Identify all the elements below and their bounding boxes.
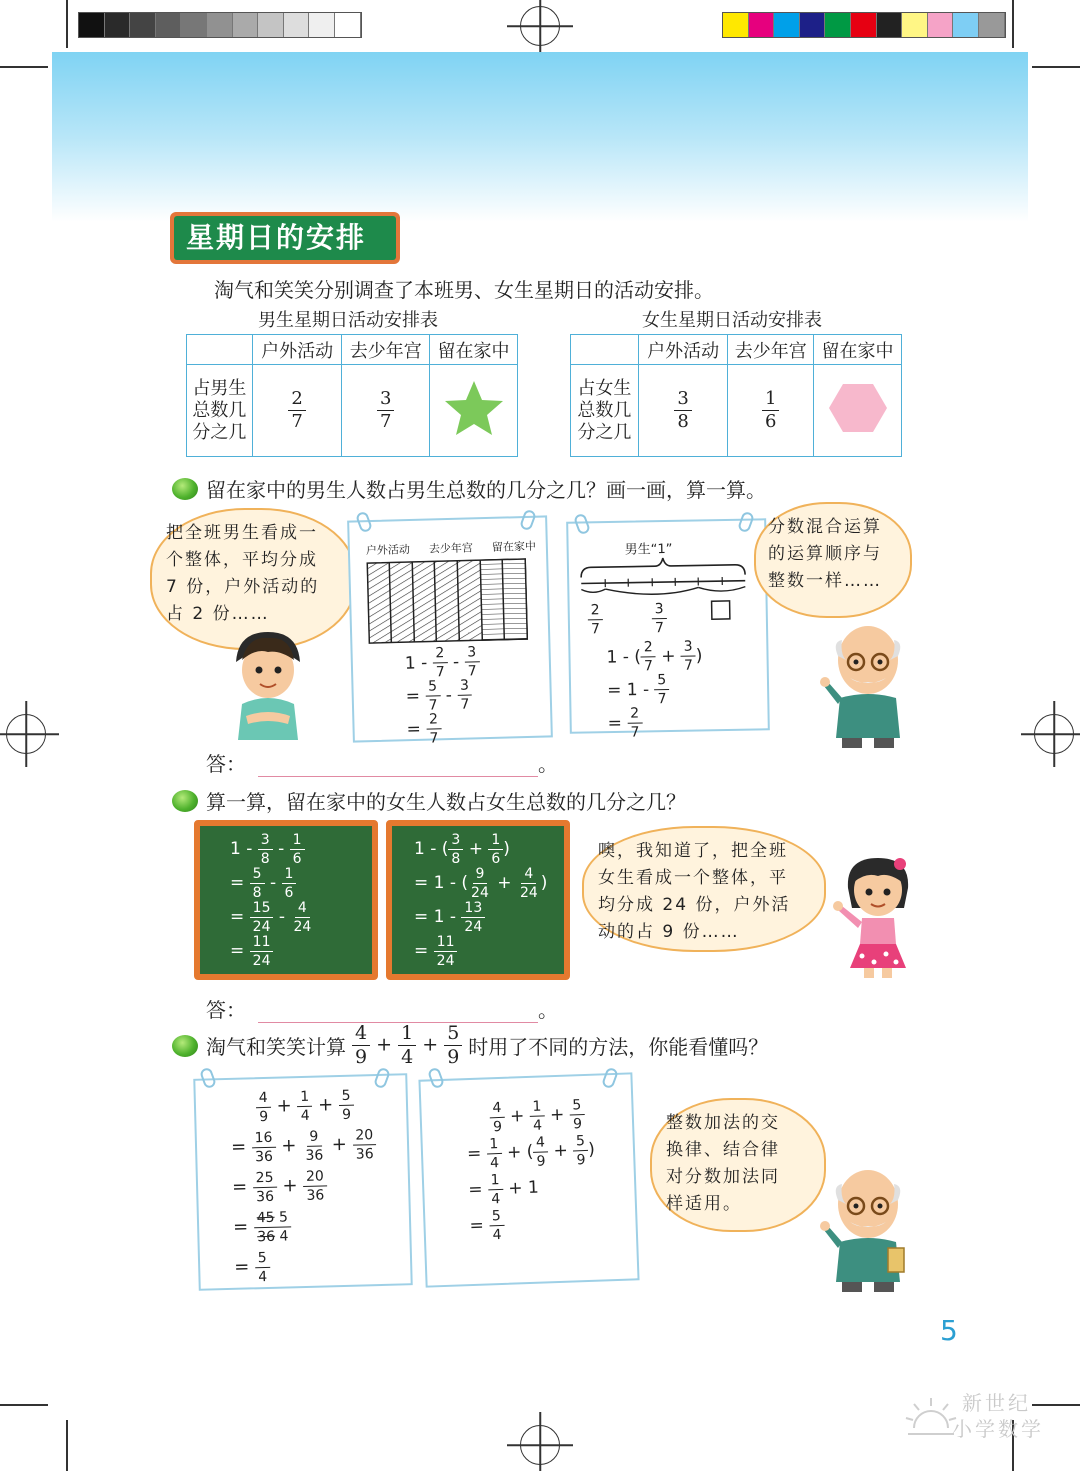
chalkboard-2 [386,820,570,980]
speech-bubble-teacher: 分数混合运算 的运算顺序与 整数一样…… [754,502,912,618]
crop-mark [1032,66,1080,68]
registration-mark-top [520,6,560,46]
table-cell [430,365,518,457]
lesson-title: 星期日的安排 [170,212,400,264]
bullet-icon [172,1035,198,1057]
hatched-grid-drawing [366,558,528,644]
crop-mark [0,1404,48,1406]
boys-activity-table [186,334,518,457]
question-3: 淘气和笑笑计算 $\frac{4}{9}$ + $\frac{1}{4}$ + $\frac{5}{9}$ 时用了不同的方法，你能看懂吗？ [172,1024,768,1067]
chalk-work: 1 - $\frac{3}{8}$ - $\frac{1}{6}$ = $\frac{5}{8}$ - $\frac{1}{6}$ = $\frac{15}{24}$ - $\frac{4}{24}$ = $\frac{11}{24}$ [230,831,312,969]
answer-2: 答： 。 [206,998,558,1022]
grid-drawing-paper: 户外活动 去少年宫 留在家中 1 - $\frac{2}{7}$ - $\frac{3}{7}$ = $\frac{5}{7}$ - $\frac{3}{7}$ = $\frac{2}{7}$ [347,515,553,742]
table-header: 留在家中 [430,335,518,365]
registration-mark-right [1034,714,1074,754]
method-paper-1 [193,1073,412,1291]
table-header: 留在家中 [814,335,902,365]
table-header: 去少年宫 [342,335,430,365]
boy-character-icon [228,628,308,740]
table-cell: $\frac{3}{7}$ [342,365,430,457]
star-icon [443,379,505,437]
handwritten-work: 1 - ( $\frac{2}{7}$ + $\frac{3}{7}$ ) = 1 - $\frac{5}{7}$ = $\frac{2}{7}$ [606,638,703,741]
intro-text: 淘气和笑笑分别调查了本班男、女生星期日的活动安排。 [214,278,714,302]
publisher-watermark: 新世纪 小学数学 [952,1391,1044,1441]
girls-activity-table [570,334,902,457]
table-header: 户外活动 [252,335,342,365]
boys-table-caption: 男生星期日活动安排表 [258,310,438,331]
registration-mark-left [6,714,46,754]
page-number: 5 [940,1314,958,1347]
method-paper-2 [418,1072,639,1287]
row-label: 占男生 总数几 分之几 [187,365,253,457]
table-header: 去少年宫 [728,335,814,365]
answer-line[interactable] [258,757,538,777]
handwritten-work: $\frac{4}{9}$ + $\frac{1}{4}$ + $\frac{5}{9}$ = $\frac{16}{36}$ + $\frac{9}{36}$ + $\frac{20}{36}$ = $\frac{25}{36}$ + $\frac{20}{36}$ = $\frac{45 5}{36 4}$ = $\frac{5}{4}$ [230,1084,381,1288]
crop-mark [66,1420,68,1471]
registration-mark-bottom [520,1425,560,1465]
chalkboard-1 [194,820,378,980]
number-line-paper: 男生“1” $\frac{2}{7}$ $\frac{3}{7}$ 1 - ( $\frac{2}{7}$ + $\frac{3}{7}$ ) = 1 - $\frac{5}{7}$ = $\frac{2}{7}$ [566,518,770,733]
speech-bubble-girl: 噢，我知道了，把全班 女生看成一个整体，平 均分成 24 份，户外活 动的占 9 份…… [582,826,826,952]
bullet-icon [172,478,198,500]
crop-mark [0,66,48,68]
answer-1: 答： 。 [206,752,558,776]
teacher-character-icon [818,1164,914,1294]
crop-mark [66,0,68,48]
question-2: 算一算，留在家中的女生人数占女生总数的几分之几？ [172,786,686,815]
table-cell: $\frac{1}{6}$ [728,365,814,457]
handwritten-work: $\frac{4}{9}$ + $\frac{1}{4}$ + $\frac{5}{9}$ = $\frac{1}{4}$ + ( $\frac{4}{9}$ + $\frac{5}{9}$ ) = $\frac{1}{4}$ + 1 = $\frac{5}{4}$ [466,1096,596,1243]
girl-character-icon [826,852,930,980]
table-cell: $\frac{3}{8}$ [638,365,728,457]
question-1: 留在家中的男生人数占男生总数的几分之几？画一画，算一算。 [172,474,766,503]
row-label: 占女生 总数几 分之几 [571,365,639,457]
table-header: 户外活动 [638,335,728,365]
speech-bubble-teacher-2: 整数加法的交 换律、结合律 对分数加法同 样适用。 [650,1098,826,1232]
color-bar [722,12,1006,38]
crop-mark [1012,0,1014,48]
teacher-character-icon [818,620,914,750]
header-band [52,52,1028,222]
table-cell [814,365,902,457]
hexagon-icon [827,382,889,434]
sun-logo-icon [904,1394,958,1444]
grayscale-bar [78,12,362,38]
speech-bubble-boy: 把全班男生看成一 个整体，平均分成 7 份，户外活动的 占 2 份…… [150,508,356,650]
expression: $\frac{4}{9}$ + $\frac{1}{4}$ + $\frac{5}{9}$ [352,1024,462,1067]
answer-line[interactable] [258,1003,538,1023]
chalk-work: 1 - ( $\frac{3}{8}$ + $\frac{1}{6}$ ) = 1 - ( $\frac{9}{24}$ + $\frac{4}{24}$ ) = 1 - $\frac{13}{24}$ = $\frac{11}{24}$ [414,831,548,969]
girls-table-caption: 女生星期日活动安排表 [642,310,822,331]
table-cell: $\frac{2}{7}$ [252,365,342,457]
bullet-icon [172,790,198,812]
handwritten-work: 1 - $\frac{2}{7}$ - $\frac{3}{7}$ = $\frac{5}{7}$ - $\frac{3}{7}$ = $\frac{2}{7}$ [404,645,481,746]
